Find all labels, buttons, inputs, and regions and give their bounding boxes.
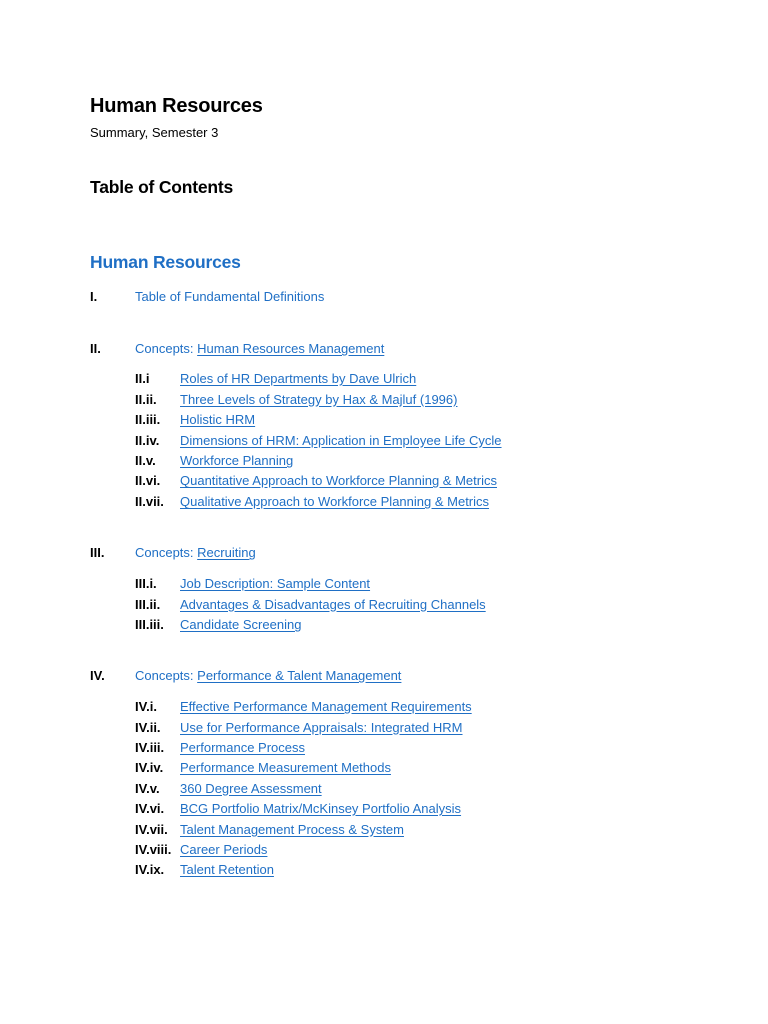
document-subtitle: Summary, Semester 3 <box>90 125 219 140</box>
toc-link[interactable]: Job Description: Sample Content <box>180 576 371 591</box>
toc-link[interactable]: Workforce Planning <box>180 453 294 468</box>
toc-number: IV.ii. <box>135 719 161 735</box>
toc-number: II.ii. <box>135 391 157 407</box>
toc-number: IV.i. <box>135 699 157 714</box>
toc-link[interactable]: Candidate Screening <box>180 617 302 632</box>
toc-number: IV.vii. <box>135 821 168 837</box>
toc-link[interactable]: Human Resources Management <box>197 341 385 356</box>
toc-link[interactable]: Holistic HRM <box>180 412 256 427</box>
toc-number: III.iii. <box>135 617 164 632</box>
toc-entry-text <box>135 341 384 357</box>
toc-link[interactable]: Recruiting <box>197 545 256 560</box>
toc-link[interactable]: Roles of HR Departments by Dave Ulrich <box>180 371 417 386</box>
toc-link[interactable]: Effective Performance Management Requirements <box>180 699 472 714</box>
concepts-prefix: Concepts: <box>135 545 198 560</box>
toc-entry-text[interactable]: Table of Fundamental Definitions <box>135 289 325 304</box>
toc-entry-text <box>135 668 401 684</box>
toc-number: IV.vi. <box>135 801 165 816</box>
toc-number: I. <box>90 289 98 304</box>
document-title: Human Resources <box>90 95 263 117</box>
toc-number: III. <box>90 545 105 560</box>
toc-link[interactable]: Talent Retention <box>180 862 274 877</box>
toc-link[interactable]: Quantitative Approach to Workforce Planning & Metrics <box>180 473 497 488</box>
toc-number: II.iv. <box>135 432 160 448</box>
toc-number: II.vi. <box>135 473 161 488</box>
toc-link[interactable]: Performance Measurement Methods <box>180 760 391 775</box>
toc-link[interactable]: Three Levels of Strategy by Hax & Majluf (1996) <box>180 391 458 407</box>
concepts-prefix: Concepts: <box>135 341 198 356</box>
toc-number: IV.iv. <box>135 760 164 775</box>
toc-number: III.i. <box>135 576 157 591</box>
toc-link[interactable]: Performance & Talent Management <box>197 668 402 683</box>
section-heading[interactable]: Human Resources <box>90 252 241 272</box>
toc-link[interactable]: Use for Performance Appraisals: Integrated HRM <box>180 719 463 735</box>
toc-link[interactable]: Dimensions of HRM: Application in Employee Life Cycle <box>180 432 502 448</box>
toc-number: IV. <box>90 668 105 683</box>
toc-number: II.i <box>135 371 150 386</box>
toc-number: IV.viii. <box>135 842 172 857</box>
toc-number: IV.iii. <box>135 740 165 755</box>
toc-link[interactable]: 360 Degree Assessment <box>180 780 322 796</box>
toc-number: IV.v. <box>135 780 160 796</box>
toc-link[interactable]: Talent Management Process & System <box>180 821 404 837</box>
toc-number: III.ii. <box>135 596 161 612</box>
toc-link[interactable]: Career Periods <box>180 842 268 857</box>
toc-entry-text <box>135 545 256 561</box>
toc-link[interactable]: Qualitative Approach to Workforce Planning & Metrics <box>180 494 490 509</box>
toc-number: II.v. <box>135 453 156 468</box>
concepts-prefix: Concepts: <box>135 668 198 683</box>
toc-link[interactable]: Performance Process <box>180 740 305 755</box>
toc-number: II.vii. <box>135 494 164 509</box>
toc-number: II.iii. <box>135 412 161 427</box>
toc-heading: Table of Contents <box>90 177 234 197</box>
toc-number: IV.ix. <box>135 862 165 877</box>
toc-link[interactable]: BCG Portfolio Matrix/McKinsey Portfolio Analysis <box>180 801 462 816</box>
toc-link[interactable]: Advantages & Disadvantages of Recruiting Channels <box>180 596 486 612</box>
toc-number: II. <box>90 341 101 356</box>
